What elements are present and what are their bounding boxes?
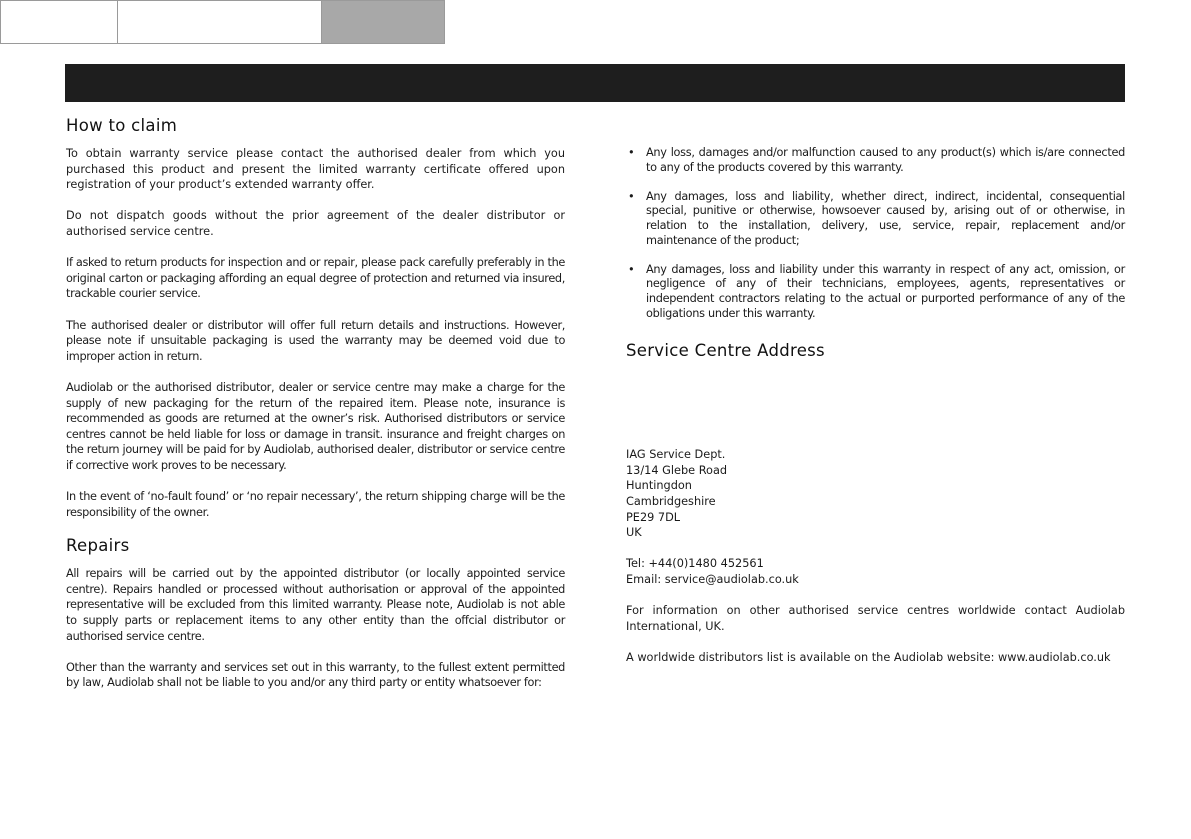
service-centre-heading: Service Centre Address (626, 341, 825, 361)
list-item-text: Any damages, loss and liability, whether direct, indirect, incidental, consequential special, punitive or otherwise, howsoever caused by, arising out of or otherwise, in relation to the installation, delivery, use, service, repair, replacement and/or maintenance of the product; (646, 189, 1125, 247)
address-line: UK (626, 526, 642, 540)
claim-paragraph-5: Audiolab or the authorised distributor, dealer or service centre may make a charge for the supply of new packaging for the return of the repaired item. Please note, insurance is recommended as goods are returned at the owner’s risk. Authorised distributors or service centres cannot be held liable for loss or damage in transit. insurance and freight charges on the return journey will be paid for by Audiolab, authorised dealer, distributor or service centre if corrective work proves to be necessary. (66, 380, 565, 472)
right-column (626, 146, 1125, 681)
repairs-paragraph-1: All repairs will be carried out by the appointed distributor (or locally appointed service centre). Repairs handled or processed without authorisation or approval of the appointed representative will be excluded from this limited warranty. Please note, Audiolab is not able to supply parts or replacement items to any other entity than the offcial distributor or authorised service centre. (66, 567, 565, 643)
repairs-heading: Repairs (66, 536, 130, 556)
service-address (626, 447, 1125, 665)
list-item-text: Any damages, loss and liability under this warranty in respect of any act, omission, or negligence of any of their technicians, employees, agents, representatives or independent contractors relating to the actual or purported performance of any of the obligations under this warranty. (646, 262, 1125, 320)
left-column (66, 116, 565, 707)
address-line: Huntingdon (626, 479, 692, 493)
claim-paragraph-6: In the event of ‘no-fault found’ or ‘no repair necessary’, the return shipping charge will be the responsibility of the owner. (66, 490, 565, 519)
claim-paragraph-1: To obtain warranty service please contact the authorised dealer from which you purchased this product and present the limited warranty certificate offered upon registration of your product’s extended warranty offer. (66, 147, 565, 192)
how-to-claim-heading: How to claim (66, 116, 178, 135)
bullet-icon: • (628, 146, 635, 159)
tab-1[interactable] (0, 0, 117, 44)
address-line: Cambridgeshire (626, 494, 716, 508)
tab-3-active[interactable] (321, 0, 445, 44)
tab-2[interactable] (117, 0, 321, 44)
address-line: IAG Service Dept. (626, 448, 726, 462)
list-item (626, 146, 1125, 175)
list-item (626, 190, 1125, 248)
tab-strip (0, 0, 445, 44)
phone-number: Tel: +44(0)1480 452561 (626, 557, 764, 571)
distributors-info: A worldwide distributors list is available on the Audiolab website: www.audiolab.co.uk (626, 650, 1111, 664)
claim-paragraph-2: Do not dispatch goods without the prior agreement of the dealer distributor or authorised service centre. (66, 209, 565, 238)
liability-list (626, 146, 1125, 321)
header-band (65, 64, 1125, 102)
address-line: 13/14 Glebe Road (626, 463, 728, 477)
bullet-icon: • (628, 189, 635, 203)
claim-paragraph-3: If asked to return products for inspection and or repair, please pack carefully preferably in the original carton or packaging affording an equal degree of protection and returned via insured, trackable courier service. (66, 256, 565, 301)
list-item (626, 263, 1125, 321)
repairs-paragraph-2: Other than the warranty and services set out in this warranty, to the fullest extent permitted by law, Audiolab shall not be liable to you and/or any third party or entity whatsoever for: (66, 660, 565, 690)
email-address[interactable]: Email: service@audiolab.co.uk (626, 572, 799, 586)
address-line: PE29 7DL (626, 510, 681, 524)
worldwide-info: For information on other authorised service centres worldwide contact Audiolab International, UK. (626, 604, 1125, 633)
claim-paragraph-4: The authorised dealer or distributor will offer full return details and instructions. However, please note if unsuitable packaging is used the warranty may be deemed void due to improper action in return. (66, 318, 565, 363)
list-item-text: Any loss, damages and/or malfunction caused to any product(s) which is/are connected to any of the products covered by this warranty. (646, 146, 1125, 174)
bullet-icon: • (628, 262, 635, 276)
